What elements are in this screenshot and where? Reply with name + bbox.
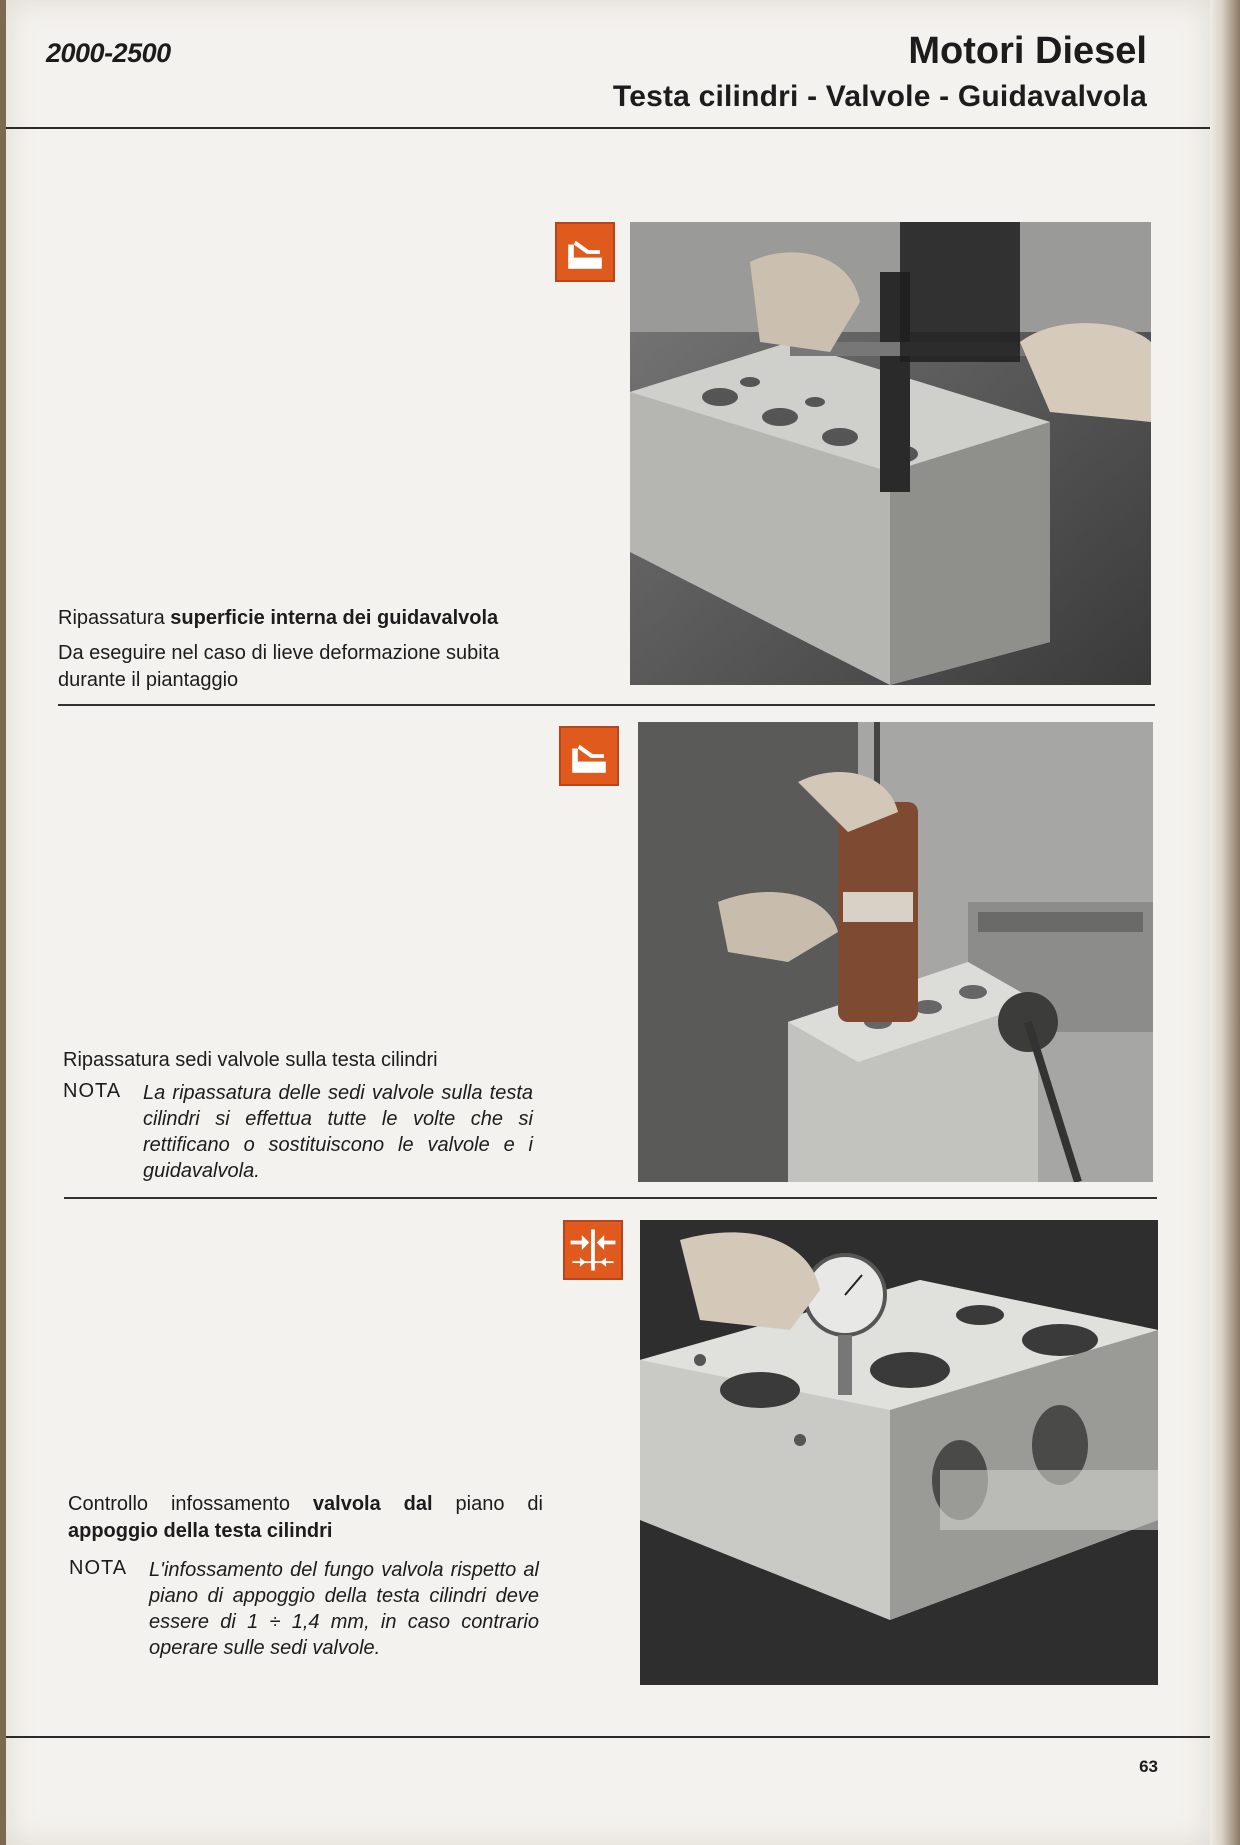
- page-number: 63: [1139, 1757, 1158, 1776]
- section-2-heading: Ripassatura sedi valvole sulla testa cilindri: [63, 1049, 438, 1071]
- section-1-body: Da eseguire nel caso di lieve deformazione subita durante il piantaggio: [58, 642, 500, 691]
- section-2-note: La ripassatura delle sedi valvole sulla testa cilindri si effettua tutte le volte che si rettificano o sostituiscono le valvole e i guidavalvola.: [143, 1082, 533, 1182]
- manual-page: [6, 0, 1210, 1845]
- measurement-check-icon: [563, 1220, 623, 1280]
- section-3-note: L'infossamento del fungo valvola rispetto al piano di appoggio della testa cilindri deve essere di 1 ÷ 1,4 mm, in caso contrario operare sulle sedi valvole.: [149, 1559, 539, 1659]
- valve-recess-gauge-photo: [640, 1220, 1158, 1685]
- model-label: 2000-2500: [46, 38, 171, 68]
- note-label: NOTA: [63, 1080, 122, 1102]
- section-divider: [58, 704, 1155, 706]
- section-3-heading: Controllo infossamento valvola dal piano di appoggio della testa cilindri: [68, 1493, 544, 1542]
- section-1-heading: Ripassatura superficie interna dei guidavalvola: [58, 607, 499, 629]
- valve-seat-reaming-photo: [638, 722, 1153, 1182]
- page-edge: [1210, 0, 1240, 1845]
- section-divider: [64, 1197, 1157, 1199]
- header-divider: [6, 127, 1210, 129]
- page-title: Motori Diesel: [908, 30, 1147, 72]
- guide-reaming-photo: [630, 222, 1151, 685]
- reaming-tool-icon: [555, 222, 615, 282]
- footer-divider: [6, 1736, 1210, 1738]
- page-subtitle: Testa cilindri - Valvole - Guidavalvola: [612, 80, 1147, 113]
- note-label: NOTA: [69, 1557, 128, 1579]
- reaming-tool-icon: [559, 726, 619, 786]
